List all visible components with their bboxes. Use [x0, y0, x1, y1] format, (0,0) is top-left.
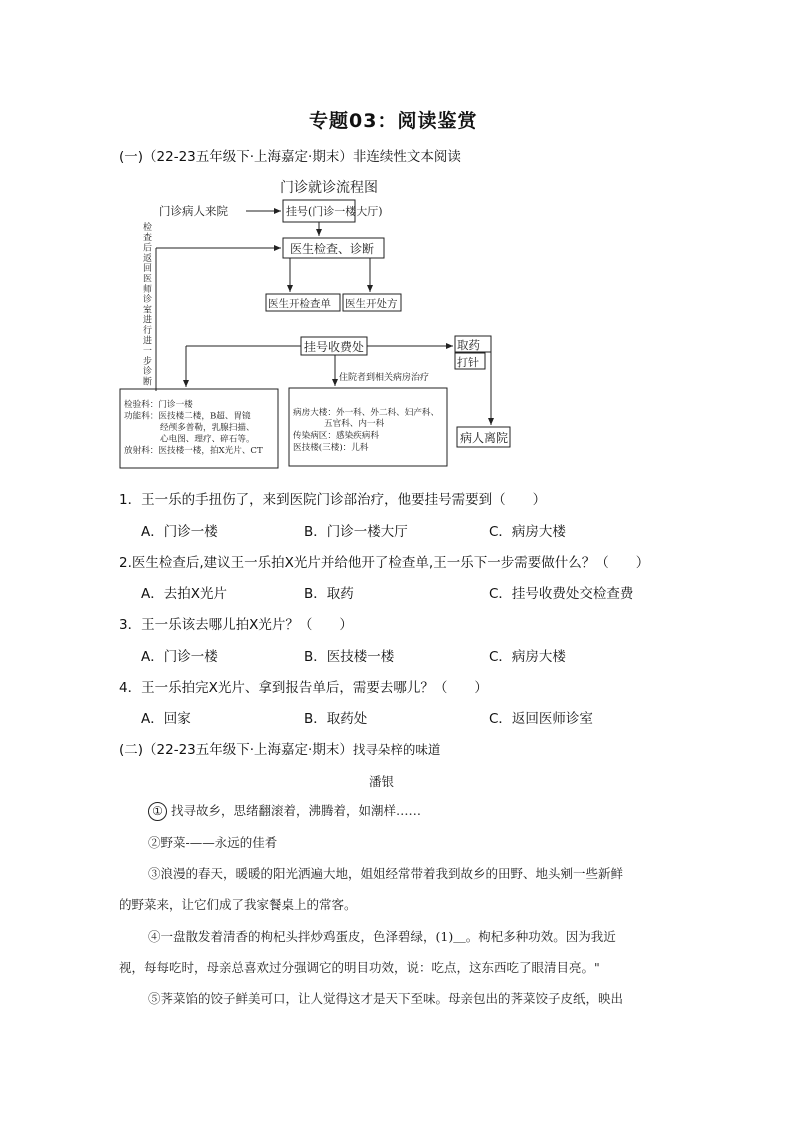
side-note-char: 进 [143, 315, 153, 326]
exam-label: 医生检查、诊断 [290, 242, 375, 256]
paragraph-1-text: 找寻故乡，思绪翻滚着，沸腾着，如潮样…… [171, 803, 422, 818]
side-note-char: 返 [143, 253, 153, 264]
arrive-label: 门诊病人来院 [159, 204, 228, 218]
q1-option-c: C．病房大楼 [489, 524, 566, 540]
side-note-char: 断 [143, 377, 153, 388]
side-note-char: 查 [143, 233, 153, 244]
question-1: 1．王一乐的手扭伤了，来到医院门诊部治疗，他要挂号需要到（ ） [119, 492, 547, 508]
q4-option-a: A．回家 [141, 711, 191, 727]
paragraph-1 [148, 801, 421, 821]
ward-box-text [293, 406, 439, 453]
side-note-char: 医 [143, 274, 153, 285]
pickup-label: 取药 [457, 338, 480, 352]
paragraph-4-line-2: 视，每每吃时，母亲总喜欢过分强调它的明目功效，说：吃点，这东西吃了眼清目亮。" [119, 960, 600, 975]
side-note-vertical [143, 221, 152, 388]
section2-prefix: (二)（22-23五年级下·上海嘉定·期末） [119, 742, 353, 758]
side-note-char: 后 [143, 243, 153, 254]
inpatient-label: 住院者到相关病房治疗 [339, 373, 430, 383]
ward-line: 医技楼(三楼)：儿科 [293, 443, 369, 453]
order-check-label: 医生开检查单 [268, 298, 331, 310]
prescribe-label: 医生开处方 [345, 298, 398, 310]
side-note-char: 进 [143, 336, 153, 347]
dept-line: 经颅多普勒，乳腺扫描、 [160, 423, 255, 433]
paragraph-3-line-2: 的野菜来，让它们成了我家餐桌上的常客。 [119, 897, 357, 912]
dept-line: 功能科：医技楼二楼，B超、胃镜 [124, 411, 251, 422]
side-note-char: 回 [143, 264, 153, 275]
author: 潘银 [369, 774, 395, 789]
ward-line: 传染病区：感染疾病科 [293, 431, 379, 441]
dept-line: 检验科：门诊一楼 [124, 400, 193, 410]
q3-option-a: A．门诊一楼 [141, 649, 218, 665]
paragraph-5-line-1: ⑤荠菜馅的饺子鲜美可口，让人觉得这才是天下至味。母亲包出的荠菜饺子皮纸，映出 [148, 991, 624, 1006]
flowchart-title: 门诊就诊流程图 [280, 180, 378, 196]
paragraph-4-line-1: ④一盘散发着清香的枸杞头拌炒鸡蛋皮，色泽碧绿，(1)＿。枸杞多种功效。因为我近 [148, 929, 616, 944]
q1-option-a: A．门诊一楼 [141, 524, 218, 540]
side-note-char: 室 [143, 305, 153, 316]
q2-option-c: C．挂号收费处交检查费 [489, 586, 634, 602]
q2-option-b: B．取药 [304, 586, 354, 602]
cashier-label: 挂号收费处 [304, 340, 365, 354]
side-note-char: 行 [143, 326, 153, 336]
section-heading-2 [119, 738, 440, 758]
dept-line: 心电图、理疗、碎石等。 [160, 434, 255, 445]
side-note-char: 步 [143, 356, 153, 367]
section-heading-1: (一)（22-23五年级下·上海嘉定·期末）非连续性文本阅读 [119, 149, 461, 165]
question-2: 2.医生检查后,建议王一乐拍X光片并给他开了检查单,王一乐下一步需要做什么？（ ） [119, 555, 650, 571]
q4-option-b: B．取药处 [304, 711, 368, 727]
paragraph-3-line-1: ③浪漫的春天，暖暖的阳光洒遍大地，姐姐经常带着我到故乡的田野、地头剜一些新鲜 [148, 866, 624, 881]
page-title: 专题03：阅读鉴赏 [309, 110, 478, 132]
side-note-char: 诊 [143, 367, 153, 378]
q1-option-b: B．门诊一楼大厅 [304, 524, 408, 540]
leave-label: 病人离院 [460, 431, 509, 445]
q2-option-a: A．去拍X光片 [141, 586, 227, 602]
dept-box-text [124, 398, 263, 456]
side-note-char: 师 [143, 284, 153, 295]
q3-option-c: C．病房大楼 [489, 649, 566, 665]
injection-label: 打针 [457, 356, 479, 369]
side-note-char: 诊 [143, 295, 153, 306]
side-note-char: 一 [143, 346, 153, 357]
question-4: 4．王一乐拍完X光片、拿到报告单后，需要去哪儿？（ ） [119, 680, 488, 696]
q3-option-b: B．医技楼一楼 [304, 649, 395, 665]
ward-line: 病房大楼：外一科、外二科、妇产科、 [293, 408, 440, 418]
section2-title: 找寻朵梓的味道 [352, 742, 441, 757]
q4-option-c: C．返回医师诊室 [489, 711, 593, 727]
register-label: 挂号(门诊一楼大厅) [286, 205, 383, 218]
paragraph-1-number: ① [148, 802, 167, 821]
side-note-char: 检 [143, 223, 153, 233]
paragraph-2: ②野菜-——永远的佳肴 [148, 835, 278, 850]
ward-line: 五官科、内一科 [324, 419, 385, 429]
question-3: 3．王一乐该去哪儿拍X光片？（ ） [119, 617, 353, 633]
dept-line: 放射科：医技楼一楼，拍X光片、CT [124, 446, 263, 456]
